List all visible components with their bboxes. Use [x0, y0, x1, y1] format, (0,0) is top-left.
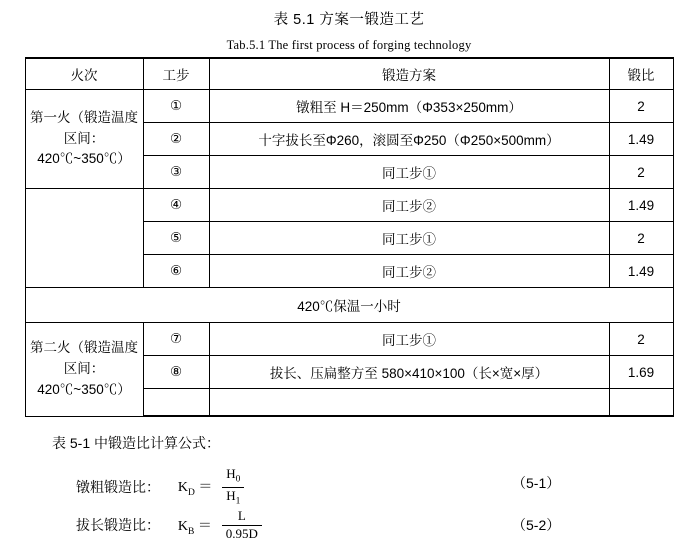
page-title: 表 5.1 方案一锻造工艺 [273, 12, 425, 28]
cell-plan: 镦粗至 H＝250mm（Φ353×250mm） [209, 90, 609, 123]
table-header-row [25, 58, 673, 90]
formula-label-upset: 镦粗锻造比： [76, 479, 160, 496]
cell-ratio: 2 [609, 156, 673, 189]
cell-ratio: 1.69 [609, 356, 673, 389]
formula-fraction-draw [222, 509, 262, 542]
cell-plan: 拔长、压扁整方至 580×410×100（长×宽×厚） [209, 356, 609, 389]
formula-numerator: L [237, 508, 246, 523]
table-caption-english: Tab.5.1 The first process of forging technology [226, 38, 472, 52]
cell-holding-note: 420℃保温一小时 [25, 288, 673, 323]
cell-ratio: 1.49 [609, 189, 673, 222]
formula-symbol-kb: $K_B$ ＝ [177, 518, 212, 537]
document-page [0, 8, 698, 541]
table-row [25, 90, 673, 123]
cell-filler-ratio [609, 389, 673, 417]
formula-denominator: 0.95D [222, 525, 262, 542]
header-cell-duanbi: 锻比 [609, 58, 673, 90]
cell-step: ④ [143, 189, 209, 222]
cell-step: ⑤ [143, 222, 209, 255]
cell-plan: 同工步① [209, 323, 609, 356]
formula-row-2 [52, 509, 698, 539]
formula-block [52, 467, 698, 539]
table-row [25, 323, 673, 356]
formula-number-2: （5-2） [512, 517, 561, 533]
cell-step: ⑥ [143, 255, 209, 288]
header-cell-fangan: 锻造方案 [209, 58, 609, 90]
cell-step: ⑧ [143, 356, 209, 389]
cell-ratio: 1.49 [609, 123, 673, 156]
cell-filler-plan [209, 389, 609, 417]
cell-huoci-continued [25, 189, 143, 288]
cell-ratio: 2 [609, 222, 673, 255]
forging-process-table [25, 57, 674, 417]
formula-row-1 [52, 466, 698, 507]
cell-filler-step [143, 389, 209, 417]
cell-plan: 同工步② [209, 189, 609, 222]
cell-step: ① [143, 90, 209, 123]
cell-huoci-second: 第二火（锻造温度区间：420℃~350℃） [25, 323, 143, 417]
formula-denominator: $H_1$ [222, 487, 244, 508]
cell-step: ② [143, 123, 209, 156]
cell-plan: 同工步① [209, 222, 609, 255]
formula-symbol-kd: $K_D$ ＝ [177, 480, 213, 498]
table-row-span [25, 288, 673, 323]
formula-label-draw: 拔长锻造比： [76, 517, 160, 534]
formula-caption: 表 5-1 中锻造比计算公式： [52, 435, 221, 451]
formula-numerator: $H_0$ [226, 466, 241, 485]
cell-step: ⑦ [143, 323, 209, 356]
cell-ratio: 2 [609, 90, 673, 123]
cell-plan: 十字拔长至Φ260，滚圆至Φ250（Φ250×500mm） [209, 123, 609, 156]
cell-ratio: 1.49 [609, 255, 673, 288]
formula-fraction-upset [222, 467, 244, 507]
cell-plan: 同工步① [209, 156, 609, 189]
cell-step: ③ [143, 156, 209, 189]
cell-plan: 同工步② [209, 255, 609, 288]
formula-number-1: （5-1） [512, 475, 561, 491]
cell-ratio: 2 [609, 323, 673, 356]
table-row [25, 189, 673, 222]
header-cell-gongbu: 工步 [143, 58, 209, 90]
cell-huoci-first: 第一火（锻造温度区间：420℃~350℃） [25, 90, 143, 189]
header-cell-huoci: 火次 [25, 58, 143, 90]
